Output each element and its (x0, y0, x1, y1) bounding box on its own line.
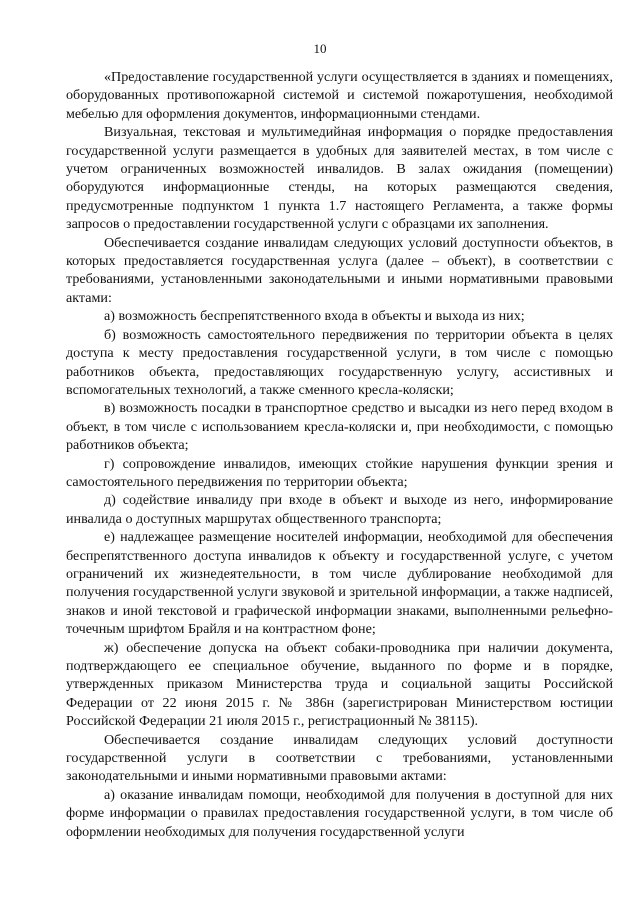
paragraph: «Предоставление государственной услуги осуществляется в зданиях и помещениях, оборудованных противопожарной системой и системой пожаротушения, необходимой мебелью для оформления документов, информационными стендами. (66, 69, 613, 122)
list-item: д) содействие инвалиду при входе в объект и выходе из него, информирование инвалида о доступных маршрутах общественного транспорта; (66, 492, 613, 527)
paragraph: Обеспечивается создание инвалидам следующих условий доступности государственной услуги в соответствии с требованиями, установленными законодательными и иными нормативными правовыми актами: (66, 731, 613, 785)
document-body (66, 68, 613, 841)
list-item: е) надлежащее размещение носителей информации, необходимой для обеспечения беспрепятственного доступа инвалидов к объекту и государственной услуге, с учетом ограничений их жизнедеятельности, в том числе дублирование необходимой для получения государственной услуги звуковой и зрительной информации, а также надписей, знаков и иной текстовой и графической информации знаками, выполненными рельефно-точечным шрифтом Брайля и на контрастном фоне; (66, 529, 613, 638)
page-number: 10 (313, 41, 327, 56)
list-item: а) возможность беспрепятственного входа в объекты и выхода из них; (104, 308, 525, 325)
list-item: а) оказание инвалидам помощи, необходимой для получения в доступной для них форме информации о правилах предоставления государственной услуги, в том числе об оформлении необходимых для получения государственной услуги (66, 786, 613, 840)
list-item: ж) обеспечение допуска на объект собаки-проводника при наличии документа, подтверждающего ее специальное обучение, выданного по форме и в порядке, утвержденных приказом Министерства труда и социальной защиты Российской Федерации от 22 июня 2015 г. № 386н (зарегистрирован Министерством юстиции Российской Федерации 21 июля 2015 г., регистрационный № 38115). (66, 639, 613, 730)
list-item: в) возможность посадки в транспортное средство и высадки из него перед входом в объект, в том числе с использованием кресла-коляски и, при необходимости, с помощью работников объекта; (66, 400, 613, 454)
list-item: б) возможность самостоятельного передвижения по территории объекта в целях доступа к месту предоставления государственной услуги, в том числе с помощью работников объекта, предоставляющих государственную услугу, ассистивных и вспомогательных технологий, а также сменного кресла-коляски; (66, 326, 613, 398)
list-item: г) сопровождение инвалидов, имеющих стойкие нарушения функции зрения и самостоятельного передвижения по территории объекта; (66, 455, 613, 490)
paragraph: Обеспечивается создание инвалидам следующих условий доступности объектов, в которых предоставляется государственная услуга (далее – объект), в соответствии с требованиями, установленными законодательными и иными нормативными правовыми актами: (66, 234, 613, 306)
paragraph: Визуальная, текстовая и мультимедийная информация о порядке предоставления государственной услуги размещается в удобных для заявителей местах, в том числе с учетом ограниченных возможностей инвалидов. В залах ожидания (помещении) оборудуются информационные стенды, на которых размещаются сведения, предусмотренные подпунктом 1 пункта 1.7 настоящего Регламента, а также формы запросов о предоставлении государственной услуги с образцами их заполнения. (66, 124, 613, 233)
